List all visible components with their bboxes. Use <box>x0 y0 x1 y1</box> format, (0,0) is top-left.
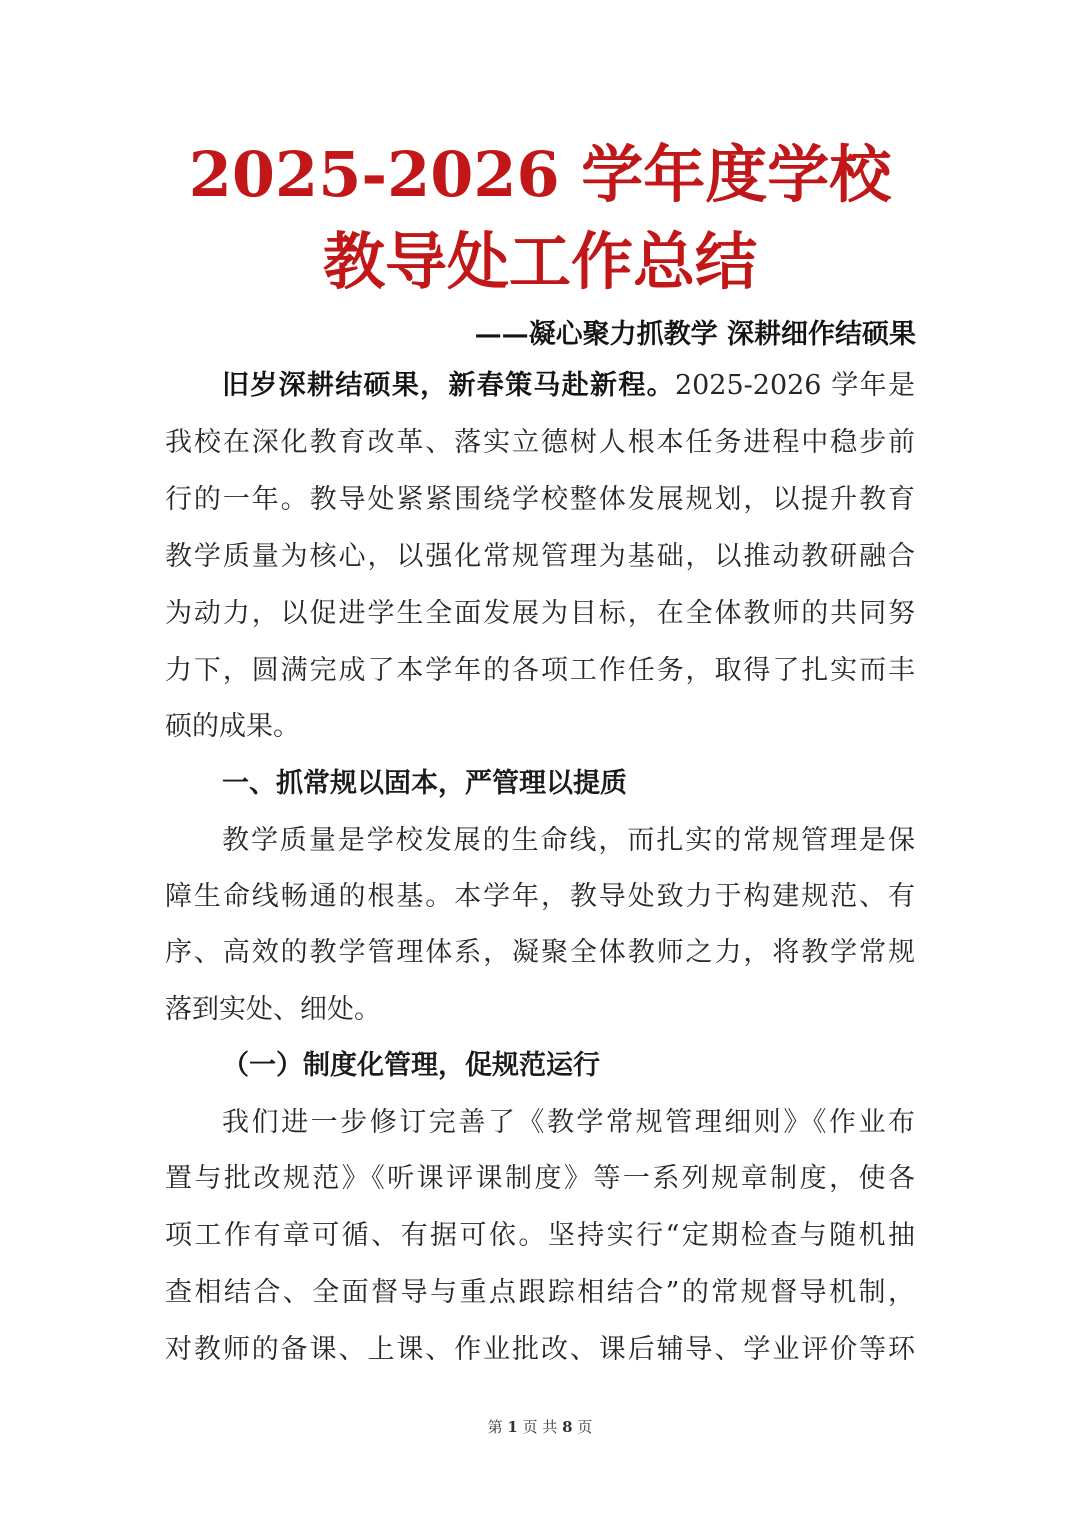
subsection-1-line: 我们进一步修订完善了《教学常规管理细则》《作业布 <box>222 1107 915 1138</box>
document-title-line-1: 2025-2026 学年度学校 <box>188 138 892 211</box>
subsection-1-line: 查相结合、全面督导与重点跟踪相结合”的常规督导机制， <box>165 1277 915 1308</box>
subsection-1-line: 对教师的备课、上课、作业批改、课后辅导、学业评价等环 <box>165 1334 915 1365</box>
intro-line: 力下，圆满完成了本学年的各项工作任务，取得了扎实而丰 <box>165 655 915 686</box>
intro-lead: 旧岁深耕结硕果，新春策马赴新程。 <box>222 370 675 401</box>
footer-middle: 页 共 <box>522 1418 558 1436</box>
page-footer <box>0 1415 1080 1439</box>
footer-suffix: 页 <box>577 1418 593 1436</box>
document-title-line-2: 教导处工作总结 <box>322 225 757 298</box>
section-1-line: 教学质量是学校发展的生命线，而扎实的常规管理是保 <box>222 825 915 856</box>
footer-total-pages: 8 <box>562 1418 573 1436</box>
intro-line-1 <box>222 357 915 414</box>
intro-line: 行的一年。教导处紧紧围绕学校整体发展规划，以提升教育 <box>165 484 915 515</box>
subsection-1-line: 置与批改规范》《听课评课制度》等一系列规章制度，使各 <box>165 1163 915 1194</box>
section-1-line: 障生命线畅通的根基。本学年，教导处致力于构建规范、有 <box>165 881 915 912</box>
document-subtitle: ——凝心聚力抓教学 深耕细作结硕果 <box>474 319 916 350</box>
intro-line: 为动力，以促进学生全面发展为目标，在全体教师的共同努 <box>165 598 915 629</box>
intro-line: 教学质量为核心，以强化常规管理为基础，以推动教研融合 <box>165 541 915 572</box>
footer-page-number: 1 <box>507 1418 518 1436</box>
footer-prefix: 第 <box>487 1418 503 1436</box>
intro-line-1-rest: 2025-2026 学年是 <box>674 370 915 401</box>
subsection-1-line: 项工作有章可循、有据可依。坚持实行“定期检查与随机抽 <box>165 1220 915 1251</box>
section-1-line: 序、高效的教学管理体系，凝聚全体教师之力，将教学常规 <box>165 937 915 968</box>
section-1-line: 落到实处、细处。 <box>165 994 381 1025</box>
intro-line: 我校在深化教育改革、落实立德树人根本任务进程中稳步前 <box>165 427 915 458</box>
section-1-heading: 一、抓常规以固本，严管理以提质 <box>222 768 627 799</box>
subsection-1-heading: （一）制度化管理，促规范运行 <box>222 1050 600 1081</box>
intro-line: 硕的成果。 <box>165 711 300 742</box>
